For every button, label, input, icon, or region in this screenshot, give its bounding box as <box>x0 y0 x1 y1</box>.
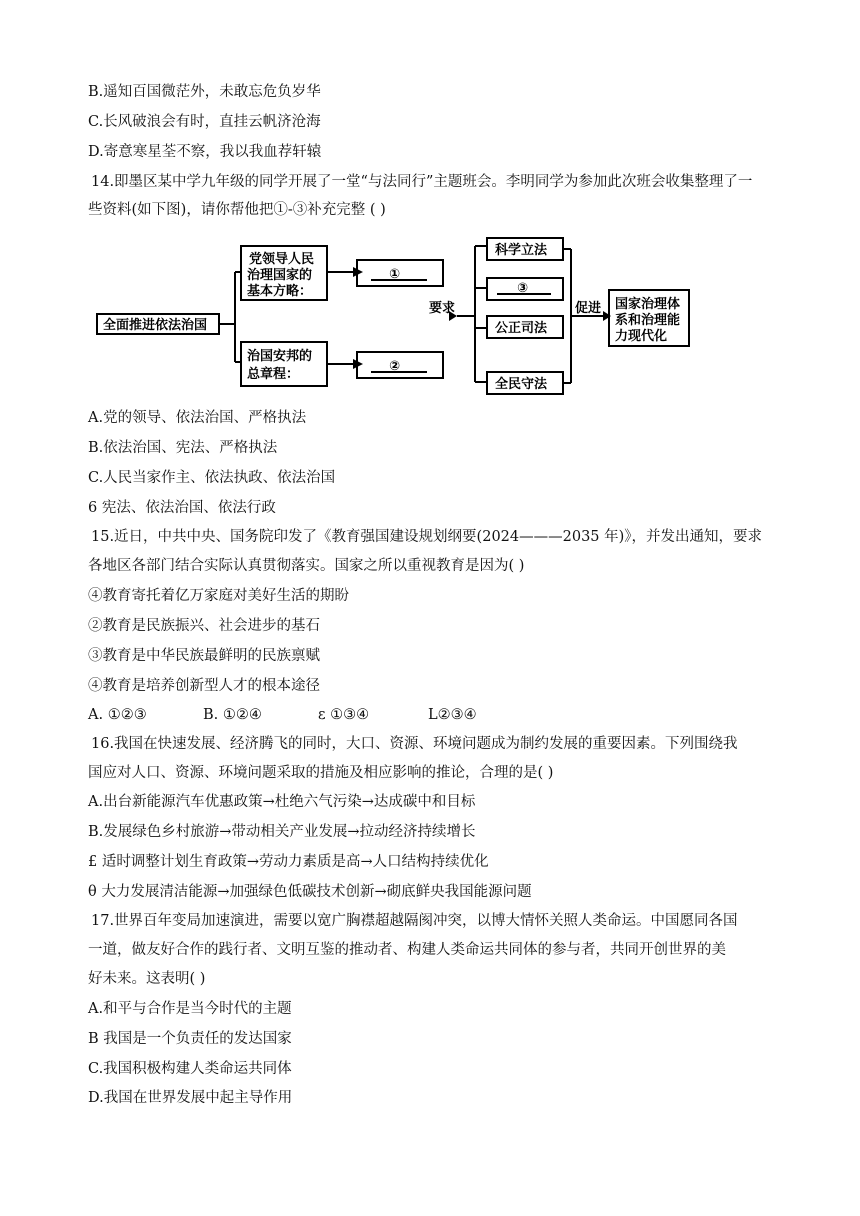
q17-stem-line-1: 17.世界百年变局加速演进，需要以宽广胸襟超越隔阂冲突，以博大情怀关照人类命运。中国愿同各国 <box>91 913 738 929</box>
law-diagram <box>95 236 695 396</box>
root-label: 全面推进依法治国 <box>103 318 208 333</box>
upper-box-line-3: 基本方略： <box>247 284 313 299</box>
q13-option-c: C.长风破浪会有时，直挂云帆济沧海 <box>88 114 321 130</box>
lower-box-line-2: 总章程： <box>247 367 300 382</box>
q14-stem-line-1: 14.即墨区某中学九年级的同学开展了一堂“与法同行”主题班会。李明同学为参加此次班会收集整理了一 <box>91 174 753 190</box>
q15-option-d: L②③④ <box>428 707 477 723</box>
lower-box-line-1: 治国安邦的 <box>247 349 313 364</box>
q16-option-b: B.发展绿色乡村旅游→带动相关产业发展→拉动经济持续增长 <box>88 824 476 840</box>
q14-option-c: C.人民当家作主、依法执政、依法治国 <box>88 470 336 486</box>
req-3-label: 公正司法 <box>495 321 548 336</box>
q17-option-a: A.和平与合作是当今时代的主题 <box>88 1001 292 1017</box>
q13-option-b: B.遥知百国微茫外，未敢忘危负岁华 <box>88 84 321 100</box>
q15-option-c: ε ①③④ <box>318 707 370 723</box>
q15-option-b: B. ①②④ <box>203 707 262 723</box>
q15-item-4: ④教育是培养创新型人才的根本途径 <box>88 678 320 694</box>
q14-option-a: A.党的领导、依法治国、严格执法 <box>88 410 307 426</box>
q16-option-a: A.出台新能源汽车优惠政策→杜绝六气污染→达成碳中和目标 <box>88 794 476 810</box>
upper-box-line-1: 党领导人民 <box>249 252 315 267</box>
q17-option-d: D.我国在世界发展中起主导作用 <box>88 1090 293 1106</box>
req-4-label: 全民守法 <box>495 377 548 392</box>
q15-stem-line-1: 15.近日，中共中央、国务院印发了《教育强国建设规划纲要(2024———2035 年)》，并发出通知，要求 <box>91 529 763 545</box>
q16-stem-line-1: 16.我国在快速发展、经济腾飞的同时，大口、资源、环境问题成为制约发展的重要因素。下列围绕我 <box>91 736 738 752</box>
goal-line-3: 力现代化 <box>615 329 668 344</box>
requirement-label: 要求 <box>429 301 456 316</box>
goal-line-1: 国家治理体 <box>615 297 681 312</box>
blank-2-label: ② <box>389 359 401 374</box>
req-1-label: 科学立法 <box>495 243 548 258</box>
q17-option-c: C.我国积极构建人类命运共同体 <box>88 1061 292 1077</box>
q15-item-1: ④教育寄托着亿万家庭对美好生活的期盼 <box>88 588 349 604</box>
upper-box-line-2: 治理国家的 <box>247 268 313 283</box>
q15-item-2: ②教育是民族振兴、社会进步的基石 <box>88 618 320 634</box>
q14-option-b: B.依法治国、宪法、严格执法 <box>88 440 278 456</box>
q15-item-3: ③教育是中华民族最鲜明的民族禀赋 <box>88 648 320 664</box>
blank-3-label: ③ <box>517 281 529 296</box>
q16-option-c: £ 适时调整计划生育政策→劳动力素质是高→人口结构持续优化 <box>88 854 489 870</box>
q15-option-a: A. ①②③ <box>88 707 147 723</box>
q13-option-d: D.寄意寒星荃不察，我以我血荐轩辕 <box>88 144 322 160</box>
q16-option-d: θ 大力发展清洁能源→加强绿色低碳技术创新→砌底鲜央我国能源问题 <box>88 884 532 900</box>
q15-stem-line-2: 各地区各部门结合实际认真贯彻落实。国家之所以重视教育是因为( ) <box>88 558 525 574</box>
q14-option-d: 6 宪法、依法治国、依法行政 <box>88 500 276 516</box>
blank-1-label: ① <box>389 267 401 282</box>
q17-stem-line-3: 好未来。这表明( ) <box>88 971 206 987</box>
promote-label: 促进 <box>575 301 602 316</box>
q14-stem-line-2: 些资料(如下图)，请你帮他把①-③补充完整 ( ) <box>88 202 386 218</box>
q16-stem-line-2: 国应对人口、资源、环境问题采取的措施及相应影响的推论，合理的是( ) <box>88 765 554 781</box>
q17-stem-line-2: 一道，做友好合作的践行者、文明互鉴的推动者、构建人类命运共同体的参与者，共同开创世界的美 <box>88 942 726 958</box>
goal-line-2: 系和治理能 <box>615 313 681 328</box>
q17-option-b: B 我国是一个负责任的发达国家 <box>88 1031 292 1047</box>
law-diagram-svg <box>95 236 695 396</box>
